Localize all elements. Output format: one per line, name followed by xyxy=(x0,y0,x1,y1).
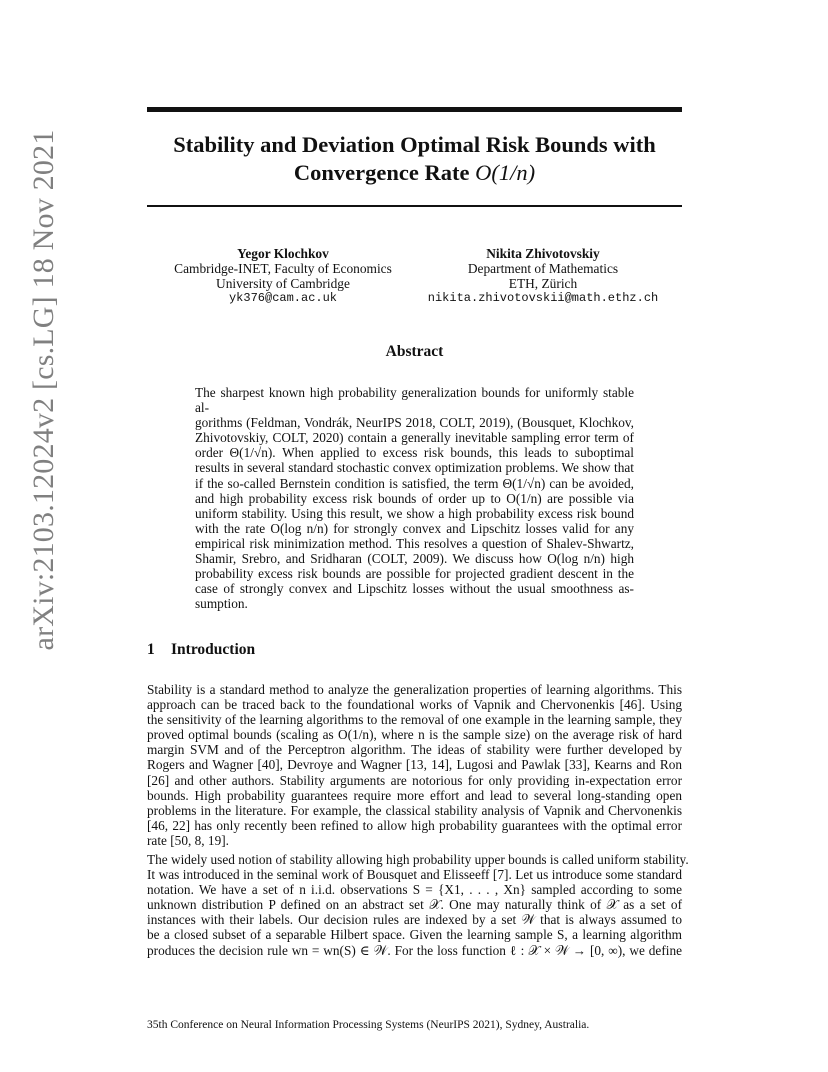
author-institution: ETH, Zürich xyxy=(508,276,578,291)
abstract-line: probability excess risk bounds are possible for projected gradient descent in the xyxy=(195,566,634,582)
abstract-line: gorithms (Feldman, Vondrák, NeurIPS 2018, COLT, 2019), (Bousquet, Klochkov, xyxy=(195,415,634,431)
paragraph-line: Rogers and Wagner [40], Devroye and Wagner [13, 14], Lugosi and Pawlak [33], Kearns and Ron xyxy=(147,757,682,773)
abstract-line: if the so-called Bernstein condition is satisfied, the term Θ(1/√n) can be avoided, xyxy=(195,475,634,491)
paragraph-line: Stability is a standard method to analyze the generalization properties of learning algorithms. This xyxy=(147,682,682,697)
abstract-body xyxy=(195,385,634,611)
author-name: Nikita Zhivotovskiy xyxy=(486,246,600,261)
intro-paragraph-1 xyxy=(147,682,682,848)
title-top-rule xyxy=(147,107,682,112)
author-institution: University of Cambridge xyxy=(216,276,350,291)
abstract-heading: Abstract xyxy=(385,343,444,360)
paragraph-line: notation. We have a set of n i.i.d. observations S = {X1, . . . , Xn} sampled according to some xyxy=(147,882,682,898)
paragraph-line: be a closed subset of a separable Hilbert space. Given the learning sample S, a learning algorithm xyxy=(147,927,682,943)
author-block-1 xyxy=(160,246,406,306)
paragraph-line: instances with their labels. Our decision rules are indexed by a set 𝒲 that is always assumed to xyxy=(147,912,682,928)
abstract-line: sumption. xyxy=(195,596,248,612)
arxiv-identifier-stamp: arXiv:2103.12024v2 [cs.LG] 18 Nov 2021 xyxy=(27,129,60,651)
author-affiliation: Cambridge-INET, Faculty of Economics xyxy=(174,261,392,276)
paragraph-line: approach can be traced back to the foundational works of Vapnik and Chervonenkis [46]. Using xyxy=(147,697,682,713)
abstract-line: with the rate O(log n/n) for strongly convex and Lipschitz losses valid for any xyxy=(195,520,634,536)
author-email: nikita.zhivotovskii@math.ethz.ch xyxy=(427,291,659,305)
abstract-line: results in several standard stochastic convex optimization problems. We show that xyxy=(195,460,634,476)
paragraph-line: It was introduced in the seminal work of Bousquet and Elisseeff [7]. Let us introduce some standard xyxy=(147,867,682,883)
abstract-line: case of strongly convex and Lipschitz losses without the usual smoothness as- xyxy=(195,581,634,597)
paragraph-line: margin SVM and of the Perceptron algorithm. The ideas of stability were further developed by xyxy=(147,742,682,758)
title-bottom-rule xyxy=(147,205,682,207)
paragraph-line: bounds. High probability guarantees require more effort and lead to several long-standing open xyxy=(147,787,682,803)
paragraph-line: problems in the literature. For example, the classical stability analysis of Vapnik and Chervonenkis xyxy=(147,802,682,818)
section-heading xyxy=(147,640,255,660)
paragraph-line: the sensitivity of the learning algorithms to the removal of one example in the learning sample, they xyxy=(147,712,682,728)
abstract-line: order Θ(1/√n). When applied to excess risk bounds, this leads to suboptimal xyxy=(195,445,634,461)
paragraph-line: The widely used notion of stability allowing high probability upper bounds is called uniform stability. xyxy=(147,852,689,867)
abstract-line: empirical risk minimization method. This resolves a question of Shalev-Shwartz, xyxy=(195,535,634,551)
author-affiliation: Department of Mathematics xyxy=(467,261,619,276)
paragraph-line: proved optimal bounds (scaling as O(1/n), where n is the sample size) on the average risk of hard xyxy=(147,727,682,743)
paragraph-line: unknown distribution P defined on an abstract set 𝒳. One may naturally think of 𝒳 as a set of xyxy=(147,897,682,913)
section-title: Introduction xyxy=(171,641,256,658)
abstract-line: and high probability excess risk bounds of order up to O(1/n) are possible via xyxy=(195,490,634,506)
abstract-line: uniform stability. Using this result, we show a high probability excess risk bound xyxy=(195,505,634,521)
conference-footer: 35th Conference on Neural Information Processing Systems (NeurIPS 2021), Sydney, Australia. xyxy=(147,1019,590,1031)
paragraph-line: [46, 22] has only recently been refined to allow high probability guarantees with the optimal error xyxy=(147,817,682,833)
author-block-2 xyxy=(412,246,674,306)
author-name: Yegor Klochkov xyxy=(237,246,329,261)
paragraph-line: produces the decision rule wn = wn(S) ∈ 𝒲. For the loss function ℓ : 𝒳 × 𝒲 → [0, ∞), we define xyxy=(147,942,682,958)
title-line-2-text: Convergence Rate xyxy=(293,160,470,185)
abstract-line: Shamir, Srebro, and Sridharan (COLT, 2009). We discuss how O(log n/n) high xyxy=(195,551,634,567)
abstract-line: Zhivotovskiy, COLT, 2020) contain a generally inevitable sampling error term of xyxy=(195,430,634,446)
intro-paragraph-2 xyxy=(147,852,689,958)
paragraph-line: rate [50, 8, 19]. xyxy=(147,832,229,848)
paper-title xyxy=(147,131,682,187)
title-line-2-math: O(1/n) xyxy=(475,160,536,185)
author-email: yk376@cam.ac.uk xyxy=(228,291,338,305)
abstract-line: The sharpest known high probability generalization bounds for uniformly stable al- xyxy=(195,385,634,416)
title-line-2 xyxy=(147,159,682,187)
title-line-1: Stability and Deviation Optimal Risk Bounds with xyxy=(173,132,656,157)
section-number: 1 xyxy=(147,641,155,658)
paragraph-line: [26] and other authors. Stability arguments are notorious for only providing in-expectation error xyxy=(147,772,682,788)
